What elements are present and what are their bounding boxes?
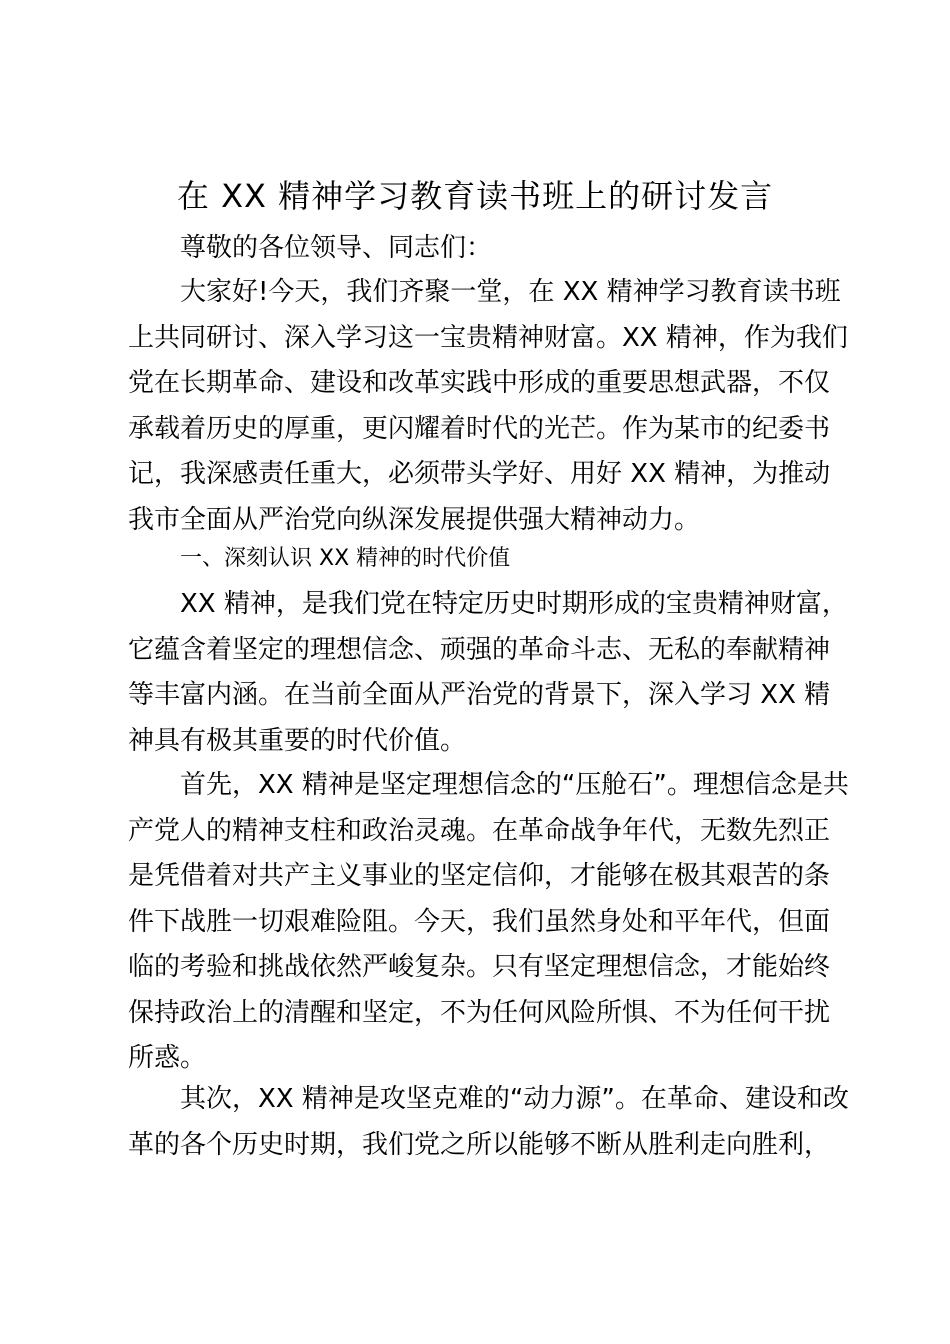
section-heading — [128, 536, 828, 582]
paragraph-line: 大家好!今天，我们齐聚一堂，在 XX 精神学习教育读书班 — [180, 277, 841, 307]
paragraph-line: 记，我深感责任重大，必须带头学好、用好 XX 精神，为推动 — [128, 459, 831, 489]
paragraph-first-point — [128, 763, 849, 1082]
paragraph-line: 党在长期革命、建设和改革实践中形成的重要思想武器，不仅 — [128, 368, 831, 398]
paragraph-line: 我市全面从严治党向纵深发展提供强大精神动力。 — [128, 504, 701, 535]
paragraph-line: 保持政治上的清醒和坚定，不为任何风险所惧、不为任何干扰 — [128, 997, 831, 1028]
paragraph-line: 它蕴含着坚定的理想信念、顽强的革命斗志、无私的奉献精神 — [128, 634, 831, 665]
paragraph-line: XX 精神，是我们党在特定历史时期形成的宝贵精神财富， — [180, 589, 848, 619]
section-heading-text: 一、深刻认识 XX 精神的时代价值 — [180, 546, 511, 571]
salutation-line: 尊敬的各位领导、同志们： — [180, 233, 493, 263]
paragraph-line: 上共同研讨、深入学习这一宝贵精神财富。XX 精神，作为我们 — [128, 322, 848, 353]
paragraph-line: 临的考验和挑战依然严峻复杂。只有坚定理想信念，才能始终 — [128, 952, 831, 982]
paragraph-line: 是凭借着对共产主义事业的坚定信仰，才能够在极其艰苦的条 — [128, 861, 831, 891]
paragraph-line: 革的各个历史时期，我们党之所以能够不断从胜利走向胜利， — [128, 1129, 831, 1160]
paragraph-line: 产党人的精神支柱和政治灵魂。在革命战争年代，无数先烈正 — [128, 815, 831, 846]
paragraph-line: 其次，XX 精神是攻坚克难的“动力源”。在革命、建设和改 — [180, 1084, 849, 1114]
salutation — [128, 226, 828, 272]
paragraph-line: 首先，XX 精神是坚定理想信念的“压舱石”。理想信念是共 — [180, 770, 849, 800]
paragraph-line: 承载着历史的厚重，更闪耀着时代的光芒。作为某市的纪委书 — [128, 413, 831, 444]
paragraph-line: 等丰富内涵。在当前全面从严治党的背景下，深入学习 XX 精 — [128, 680, 831, 710]
paragraph-opening — [128, 270, 848, 543]
paragraph-value — [128, 582, 848, 764]
paragraph-second-point — [128, 1077, 849, 1168]
paragraph-line: 件下战胜一切艰难险阻。今天，我们虽然身处和平年代，但面 — [128, 906, 831, 937]
paragraph-line: 所惑。 — [128, 1043, 207, 1073]
document-title: 在 XX 精神学习教育读书班上的研讨发言 — [176, 177, 774, 215]
paragraph-line: 神具有极其重要的时代价值。 — [128, 725, 467, 756]
